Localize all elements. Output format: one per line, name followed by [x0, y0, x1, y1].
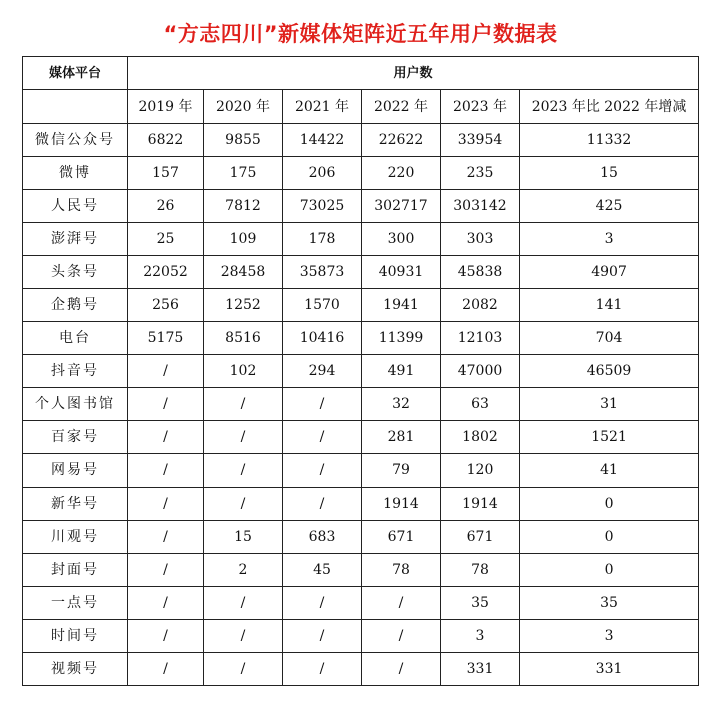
value-cell: 8516	[204, 322, 283, 355]
value-cell: 331	[520, 652, 699, 685]
value-cell: /	[128, 355, 204, 388]
value-cell: 157	[128, 157, 204, 190]
platform-cell: 新华号	[23, 487, 128, 520]
value-cell: 22052	[128, 256, 204, 289]
table-row	[23, 454, 699, 487]
table-row	[23, 487, 699, 520]
table-row	[23, 421, 699, 454]
value-cell: 10416	[283, 322, 362, 355]
header-row-1	[23, 57, 699, 90]
table-row	[23, 652, 699, 685]
platform-header: 媒体平台	[23, 57, 128, 90]
value-cell: 63	[441, 388, 520, 421]
platform-cell: 封面号	[23, 553, 128, 586]
value-cell: /	[283, 388, 362, 421]
platform-cell: 个人图书馆	[23, 388, 128, 421]
table-row	[23, 619, 699, 652]
value-cell: /	[283, 487, 362, 520]
value-cell: /	[283, 619, 362, 652]
platform-cell: 头条号	[23, 256, 128, 289]
value-cell: 14422	[283, 124, 362, 157]
value-cell: 1570	[283, 289, 362, 322]
value-cell: 45	[283, 553, 362, 586]
platform-cell: 时间号	[23, 619, 128, 652]
users-header: 用户数	[128, 57, 699, 90]
value-cell: /	[128, 487, 204, 520]
value-cell: 33954	[441, 124, 520, 157]
value-cell: 120	[441, 454, 520, 487]
value-cell: 78	[362, 553, 441, 586]
value-cell: /	[204, 454, 283, 487]
value-cell: 281	[362, 421, 441, 454]
value-cell: 1914	[441, 487, 520, 520]
platform-cell: 电台	[23, 322, 128, 355]
value-cell: 25	[128, 223, 204, 256]
user-data-table	[22, 56, 699, 686]
platform-cell: 人民号	[23, 190, 128, 223]
value-cell: 41	[520, 454, 699, 487]
value-cell: 1941	[362, 289, 441, 322]
value-cell: 220	[362, 157, 441, 190]
value-cell: 15	[204, 520, 283, 553]
empty-header-cell	[23, 90, 128, 124]
table-row	[23, 124, 699, 157]
value-cell: 4907	[520, 256, 699, 289]
value-cell: 9855	[204, 124, 283, 157]
value-cell: 141	[520, 289, 699, 322]
platform-cell: 川观号	[23, 520, 128, 553]
value-cell: 32	[362, 388, 441, 421]
column-header-2020: 2020 年	[204, 90, 283, 124]
value-cell: 2082	[441, 289, 520, 322]
value-cell: /	[204, 619, 283, 652]
value-cell: /	[362, 586, 441, 619]
value-cell: 671	[441, 520, 520, 553]
value-cell: 78	[441, 553, 520, 586]
value-cell: /	[283, 454, 362, 487]
table-row	[23, 355, 699, 388]
value-cell: /	[128, 619, 204, 652]
column-header-2021: 2021 年	[283, 90, 362, 124]
value-cell: 1252	[204, 289, 283, 322]
value-cell: /	[204, 586, 283, 619]
value-cell: 35	[441, 586, 520, 619]
platform-cell: 百家号	[23, 421, 128, 454]
table-body	[23, 124, 699, 686]
value-cell: 425	[520, 190, 699, 223]
value-cell: 683	[283, 520, 362, 553]
value-cell: 0	[520, 487, 699, 520]
value-cell: 22622	[362, 124, 441, 157]
table-row	[23, 388, 699, 421]
value-cell: /	[204, 421, 283, 454]
page-title: “方志四川”新媒体矩阵近五年用户数据表	[163, 22, 558, 46]
value-cell: 35	[520, 586, 699, 619]
platform-cell: 一点号	[23, 586, 128, 619]
value-cell: /	[362, 619, 441, 652]
value-cell: 79	[362, 454, 441, 487]
value-cell: /	[283, 652, 362, 685]
platform-cell: 网易号	[23, 454, 128, 487]
value-cell: 45838	[441, 256, 520, 289]
value-cell: /	[283, 586, 362, 619]
value-cell: /	[128, 421, 204, 454]
value-cell: 15	[520, 157, 699, 190]
value-cell: 7812	[204, 190, 283, 223]
value-cell: 206	[283, 157, 362, 190]
value-cell: 300	[362, 223, 441, 256]
value-cell: 28458	[204, 256, 283, 289]
platform-cell: 抖音号	[23, 355, 128, 388]
value-cell: /	[128, 388, 204, 421]
platform-cell: 澎湃号	[23, 223, 128, 256]
value-cell: /	[128, 586, 204, 619]
table-row	[23, 322, 699, 355]
value-cell: /	[128, 520, 204, 553]
value-cell: 40931	[362, 256, 441, 289]
value-cell: 704	[520, 322, 699, 355]
value-cell: 6822	[128, 124, 204, 157]
value-cell: /	[204, 652, 283, 685]
table-row	[23, 586, 699, 619]
table-row	[23, 289, 699, 322]
value-cell: 73025	[283, 190, 362, 223]
value-cell: 102	[204, 355, 283, 388]
value-cell: 1914	[362, 487, 441, 520]
value-cell: 1521	[520, 421, 699, 454]
value-cell: 26	[128, 190, 204, 223]
value-cell: /	[204, 487, 283, 520]
value-cell: 294	[283, 355, 362, 388]
value-cell: 178	[283, 223, 362, 256]
value-cell: 303	[441, 223, 520, 256]
platform-cell: 视频号	[23, 652, 128, 685]
value-cell: 11399	[362, 322, 441, 355]
value-cell: 175	[204, 157, 283, 190]
value-cell: 256	[128, 289, 204, 322]
table-row	[23, 223, 699, 256]
value-cell: 12103	[441, 322, 520, 355]
platform-cell: 企鹅号	[23, 289, 128, 322]
value-cell: 3	[520, 619, 699, 652]
value-cell: 47000	[441, 355, 520, 388]
value-cell: 0	[520, 520, 699, 553]
value-cell: 46509	[520, 355, 699, 388]
value-cell: /	[128, 652, 204, 685]
table-row	[23, 520, 699, 553]
column-header-change: 2023 年比 2022 年增减	[520, 90, 699, 124]
platform-cell: 微博	[23, 157, 128, 190]
column-header-2022: 2022 年	[362, 90, 441, 124]
table-row	[23, 157, 699, 190]
value-cell: /	[204, 388, 283, 421]
table-row	[23, 190, 699, 223]
value-cell: 35873	[283, 256, 362, 289]
value-cell: 3	[520, 223, 699, 256]
table-row	[23, 256, 699, 289]
column-header-2019: 2019 年	[128, 90, 204, 124]
value-cell: 491	[362, 355, 441, 388]
value-cell: 109	[204, 223, 283, 256]
value-cell: 303142	[441, 190, 520, 223]
value-cell: 671	[362, 520, 441, 553]
value-cell: /	[128, 553, 204, 586]
value-cell: 302717	[362, 190, 441, 223]
platform-cell: 微信公众号	[23, 124, 128, 157]
value-cell: 331	[441, 652, 520, 685]
header-row-2	[23, 90, 699, 124]
value-cell: 1802	[441, 421, 520, 454]
value-cell: /	[283, 421, 362, 454]
value-cell: 5175	[128, 322, 204, 355]
table-row	[23, 553, 699, 586]
value-cell: /	[362, 652, 441, 685]
value-cell: 31	[520, 388, 699, 421]
value-cell: /	[128, 454, 204, 487]
value-cell: 3	[441, 619, 520, 652]
column-header-2023: 2023 年	[441, 90, 520, 124]
value-cell: 11332	[520, 124, 699, 157]
value-cell: 2	[204, 553, 283, 586]
value-cell: 0	[520, 553, 699, 586]
value-cell: 235	[441, 157, 520, 190]
